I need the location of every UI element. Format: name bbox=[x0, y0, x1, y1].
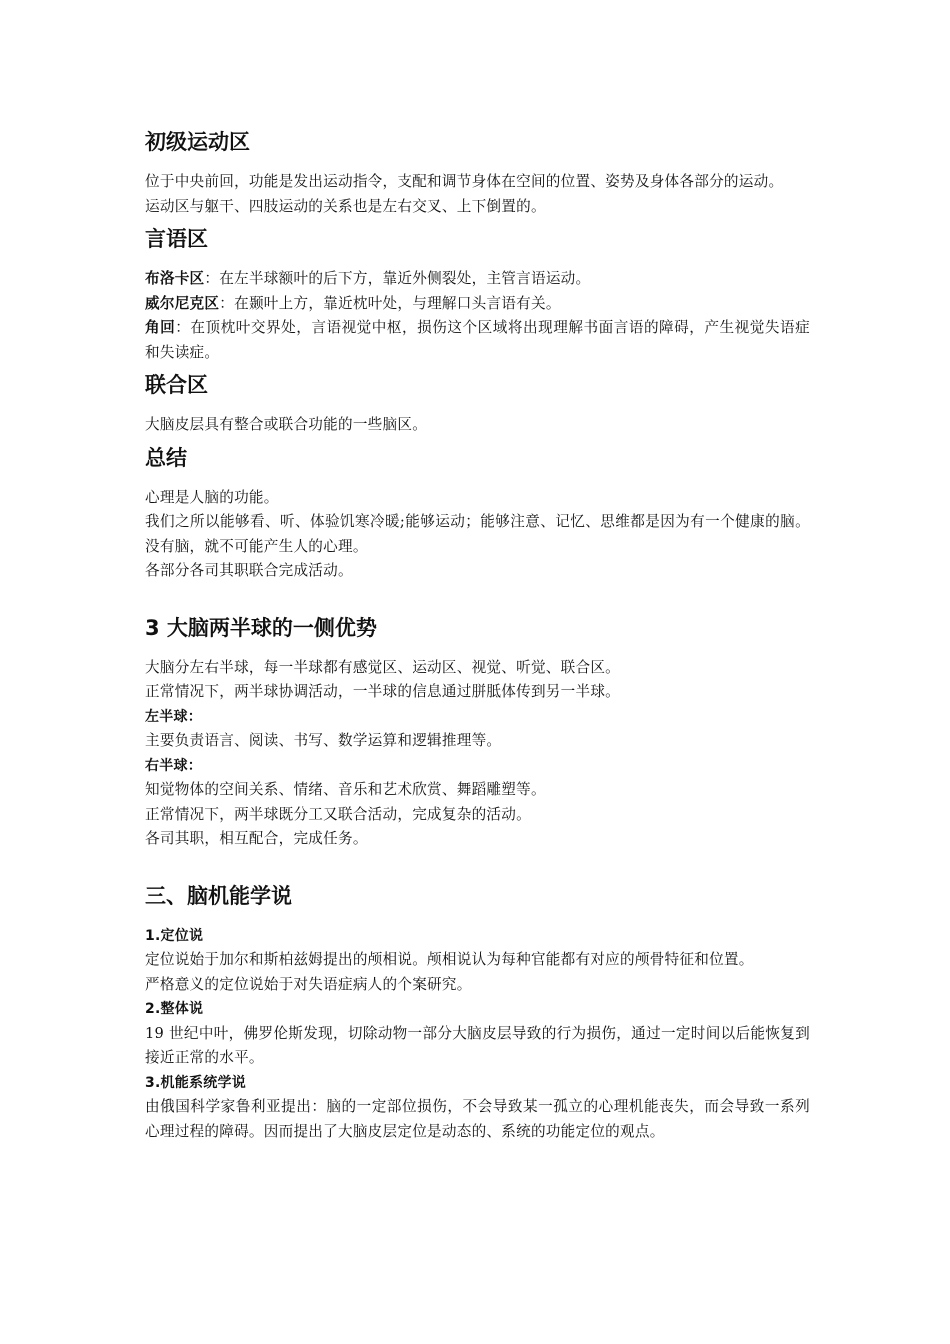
definition-item bbox=[145, 316, 810, 365]
paragraph: 运动区与躯干、四肢运动的关系也是左右交叉、上下倒置的。 bbox=[145, 197, 546, 215]
section-heading: 初级运动区 bbox=[145, 130, 250, 154]
section-brain-function-theories bbox=[145, 882, 810, 1145]
section-heading: 总结 bbox=[145, 445, 187, 470]
paragraph: 大脑皮层具有整合或联合功能的一些脑区。 bbox=[145, 416, 428, 433]
section-heading: 3 大脑两半球的一侧优势 bbox=[145, 615, 377, 640]
document-page bbox=[145, 128, 810, 1150]
paragraph: 19 世纪中叶，佛罗伦斯发现，切除动物一部分大脑皮层导致的行为损伤，通过一定时间以后能恢复到接近正常的水平。 bbox=[145, 1024, 810, 1066]
term-label: 角回 bbox=[145, 319, 176, 336]
subheading-holistic-theory: 2.整体说 bbox=[145, 1001, 204, 1017]
section-hemispheric-dominance bbox=[145, 614, 810, 852]
term-text: 在颞叶上方，靠近枕叶处，与理解口头言语有关。 bbox=[234, 294, 561, 312]
term-label: 布洛卡区 bbox=[145, 270, 205, 287]
paragraph: 正常情况下，两半球既分工又联合活动，完成复杂的活动。 bbox=[145, 805, 531, 823]
term-text: 在左半球额叶的后下方，靠近外侧裂处，主管言语运动。 bbox=[219, 270, 591, 287]
paragraph: 各部分各司其职联合完成活动。 bbox=[145, 562, 353, 579]
section-association-area bbox=[145, 371, 810, 438]
paragraph: 严格意义的定位说始于对失语症病人的个案研究。 bbox=[145, 975, 472, 993]
paragraph: 知觉物体的空间关系、情绪、音乐和艺术欣赏、舞蹈雕塑等。 bbox=[145, 781, 546, 798]
subheading-right-hemisphere: 右半球： bbox=[145, 757, 202, 774]
term-separator: ： bbox=[219, 294, 235, 312]
subheading-functional-system-theory: 3.机能系统学说 bbox=[145, 1074, 247, 1091]
term-text: 在顶枕叶交界处，言语视觉中枢，损伤这个区域将出现理解书面言语的障碍，产生视觉失语症和失读症。 bbox=[145, 319, 810, 361]
section-primary-motor-area bbox=[145, 128, 810, 219]
subheading-left-hemisphere: 左半球： bbox=[145, 708, 202, 725]
paragraph: 正常情况下，两半球协调活动，一半球的信息通过胼胝体传到另一半球。 bbox=[145, 683, 621, 700]
section-heading: 联合区 bbox=[145, 373, 208, 397]
term-label: 威尔尼克区 bbox=[145, 294, 220, 312]
paragraph: 位于中央前回，功能是发出运动指令，支配和调节身体在空间的位置、姿势及身体各部分的运动。 bbox=[145, 173, 784, 190]
paragraph: 主要负责语言、阅读、书写、数学运算和逻辑推理等。 bbox=[145, 732, 502, 749]
section-language-area bbox=[145, 225, 810, 365]
definition-item bbox=[145, 292, 810, 317]
term-separator: ： bbox=[175, 319, 191, 336]
subheading-localization-theory: 1.定位说 bbox=[145, 927, 204, 944]
section-heading: 言语区 bbox=[145, 227, 208, 251]
term-separator: ： bbox=[204, 270, 220, 287]
paragraph: 各司其职，相互配合，完成任务。 bbox=[145, 830, 368, 847]
paragraph: 心理是人脑的功能。 bbox=[145, 488, 279, 506]
paragraph: 由俄国科学家鲁利亚提出：脑的一定部位损伤，不会导致某一孤立的心理机能丧失，而会导致一系列心理过程的障碍。因而提出了大脑皮层定位是动态的、系统的功能定位的观点。 bbox=[145, 1098, 810, 1140]
paragraph: 定位说始于加尔和斯柏兹姆提出的颅相说。颅相说认为每种官能都有对应的颅骨特征和位置。 bbox=[145, 951, 754, 968]
section-summary bbox=[145, 444, 810, 584]
paragraph: 大脑分左右半球，每一半球都有感觉区、运动区、视觉、听觉、联合区。 bbox=[145, 658, 621, 676]
section-heading: 三、脑机能学说 bbox=[145, 883, 292, 908]
definition-item bbox=[145, 267, 810, 292]
paragraph: 我们之所以能够看、听、体验饥寒冷暖;能够运动；能够注意、记忆、思维都是因为有一个健康的脑。没有脑，就不可能产生人的心理。 bbox=[145, 513, 810, 555]
